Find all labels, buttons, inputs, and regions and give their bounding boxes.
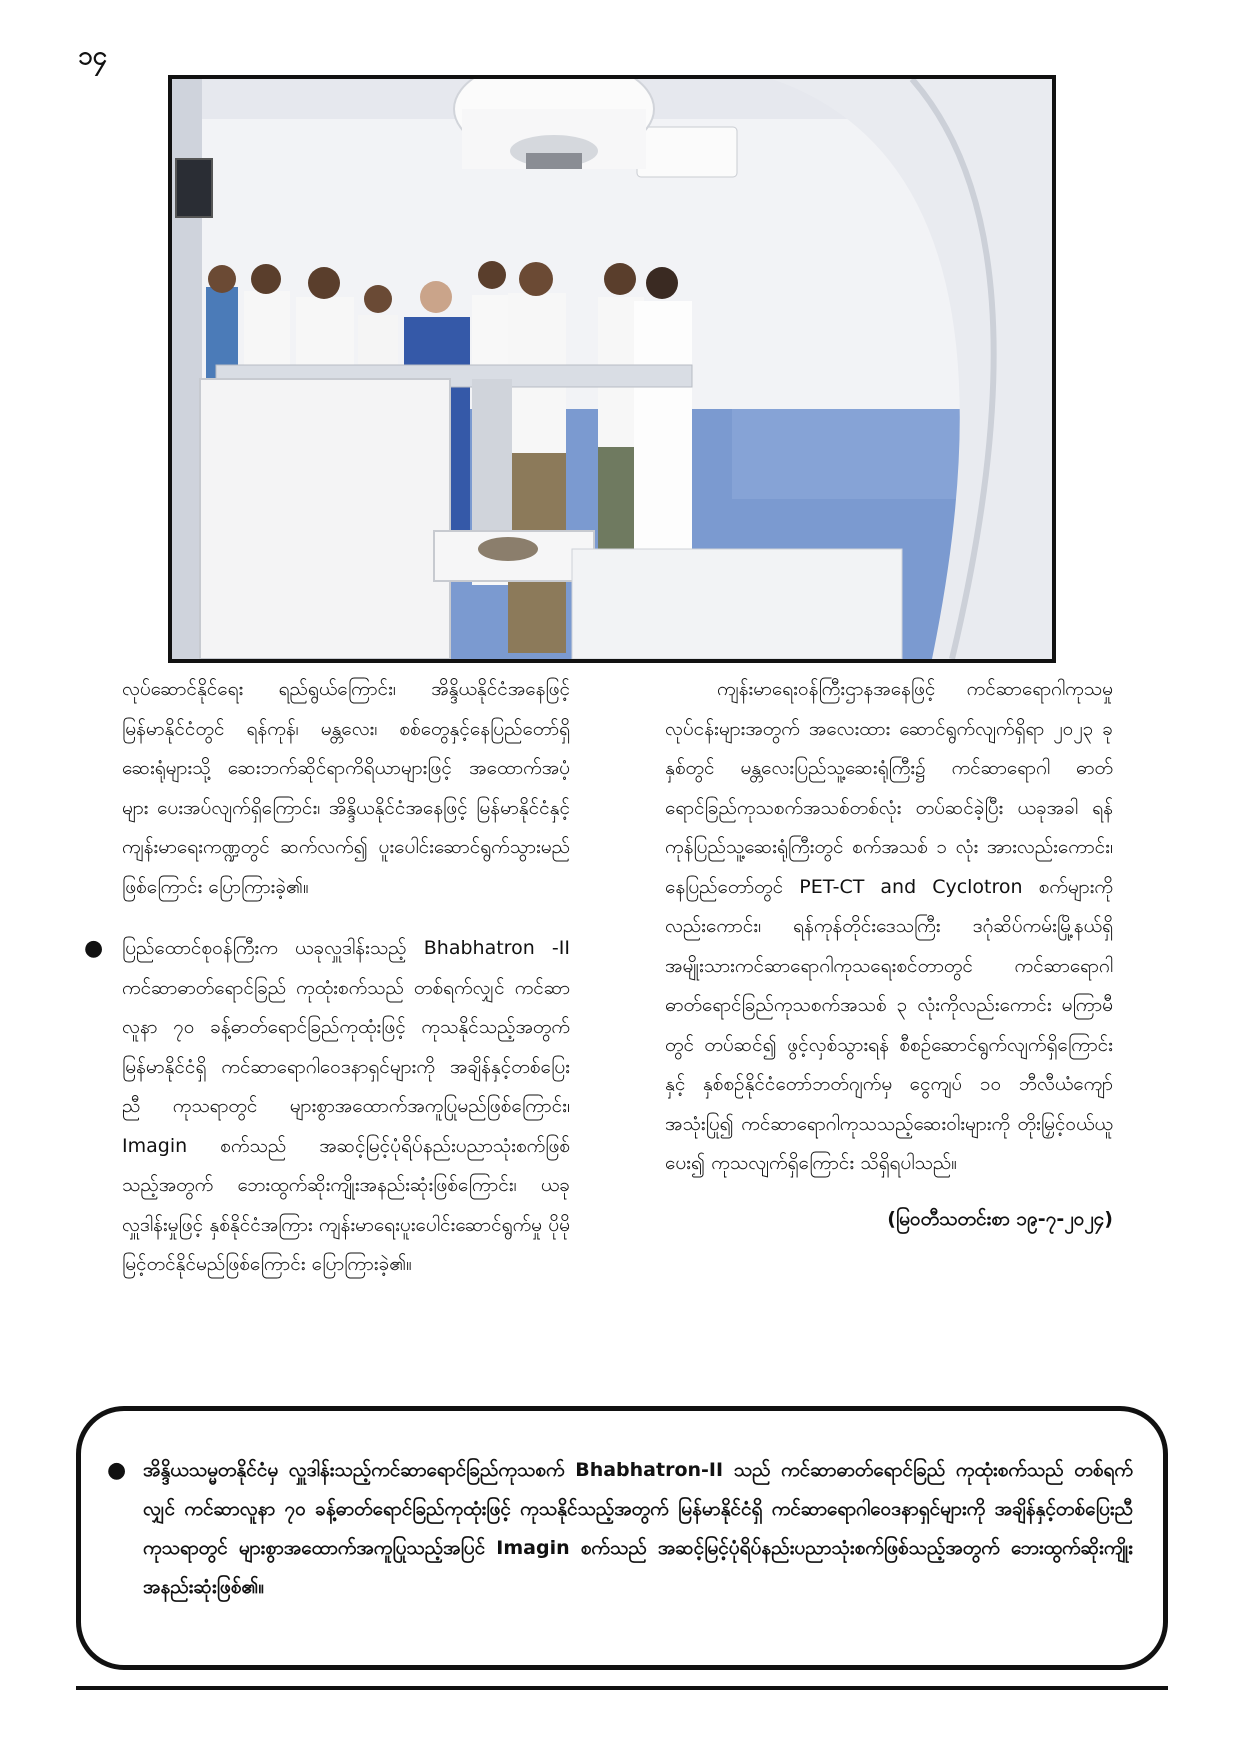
footer-rule	[76, 1686, 1168, 1690]
left-column	[84, 670, 570, 1285]
right-column	[665, 670, 1113, 1239]
summary-callout-box	[76, 1406, 1168, 1670]
bullet-icon: ●	[84, 936, 104, 961]
bullet-icon: ●	[107, 1458, 127, 1483]
left-bullet-paragraph	[84, 929, 570, 1285]
left-paragraph-1: လုပ်ဆောင်နိုင်ရေး ရည်ရွယ်ကြောင်း၊ အိန္ဒိယနိုင်ငံအနေဖြင့် မြန်မာနိုင်ငံတွင် ရန်ကုန်၊ မန္တလေး၊ စစ်တွေနှင့်နေပြည်တော်ရှိ ဆေးရုံများသို့ ဆေးဘက်ဆိုင်ရာကိရိယာများဖြင့် အထောက်အပံ့များ ပေးအပ်လျက်ရှိကြောင်း၊ အိန္ဒိယနိုင်ငံအနေဖြင့် မြန်မာနိုင်ငံနှင့် ကျန်းမာရေးကဏ္ဍတွင် ဆက်လက်၍ ပူးပေါင်းဆောင်ရွက်သွားမည်ဖြစ်ကြောင်း ပြောကြားခဲ့၏။	[122, 678, 570, 898]
callout-content	[107, 1451, 1133, 1607]
radiotherapy-room-photo	[172, 79, 1052, 659]
left-paragraph-2: ပြည်ထောင်စုဝန်ကြီးက ယခုလှူဒါန်းသည့် Bhabhatron -II ကင်ဆာဓာတ်ရောင်ခြည် ကုထုံးစက်သည် တစ်ရက်လျှင် ကင်ဆာလူနာ ၇၀ ခန့်ဓာတ်ရောင်ခြည်ကုထုံးဖြင့် ကုသနိုင်သည့်အတွက် မြန်မာနိုင်ငံရှိ ကင်ဆာရောဂါဝေဒနာရှင်များကို အချိန်နှင့်တစ်ပြေးညီ ကုသရာတွင် များစွာအထောက်အကူပြုမည်ဖြစ်ကြောင်း၊ Imagin စက်သည် အဆင့်မြင့်ပုံရိပ်နည်းပညာသုံးစက်ဖြစ်သည့်အတွက် ဘေးထွက်ဆိုးကျိုးအနည်းဆုံးဖြစ်ကြောင်း၊ ယခုလှူဒါန်းမှုဖြင့် နှစ်နိုင်ငံအကြား ကျန်းမာရေးပူးပေါင်းဆောင်ရွက်မှု ပိုမိုမြင့်တင်နိုင်မည်ဖြစ်ကြောင်း ပြောကြားခဲ့၏။	[122, 937, 570, 1275]
news-photo	[168, 75, 1056, 663]
page-number: ၁၄	[78, 41, 108, 71]
news-source: (မြဝတီသတင်းစာ ၁၉-၇-၂၀၂၄)	[887, 1207, 1113, 1230]
callout-text: အိန္ဒိယသမ္မတနိုင်ငံမှ လှူဒါန်းသည့်ကင်ဆာရောင်ခြည်ကုသစက် Bhabhatron-II သည် ကင်ဆာဓာတ်ရောင်ခြည် ကုထုံးစက်သည် တစ်ရက်လျှင် ကင်ဆာလူနာ ၇၀ ခန့်ဓာတ်ရောင်ခြည်ကုထုံးဖြင့် ကုသနိုင်သည့်အတွက် မြန်မာနိုင်ငံရှိ ကင်ဆာရောဂါဝေဒနာရှင်များကို အချိန်နှင့်တစ်ပြေးညီ ကုသရာတွင် များစွာအထောက်အကူပြုသည့်အပြင် Imagin စက်သည် အဆင့်မြင့်ပုံရိပ်နည်းပညာသုံးစက်ဖြစ်သည့်အတွက် ဘေးထွက်ဆိုးကျိုးအနည်းဆုံးဖြစ်၏။	[143, 1459, 1133, 1598]
right-paragraph-1: ကျန်းမာရေးဝန်ကြီးဌာနအနေဖြင့် ကင်ဆာရောဂါကုသမှုလုပ်ငန်းများအတွက် အလေးထား ဆောင်ရွက်လျက်ရှိရာ ၂၀၂၃ ခုနှစ်တွင် မန္တလေးပြည်သူ့ဆေးရုံကြီး၌ ကင်ဆာရောဂါ ဓာတ်ရောင်ခြည်ကုသစက်အသစ်တစ်လုံး တပ်ဆင်ခဲ့ပြီး ယခုအခါ ရန်ကုန်ပြည်သူ့ဆေးရုံကြီးတွင် စက်အသစ် ၁ လုံး အားလည်းကောင်း၊ နေပြည်တော်တွင် PET-CT and Cyclotron စက်များကိုလည်းကောင်း၊ ရန်ကုန်တိုင်းဒေသကြီး ဒဂုံဆိပ်ကမ်းမြို့နယ်ရှိ အမျိုးသားကင်ဆာရောဂါကုသရေးစင်တာတွင် ကင်ဆာရောဂါဓာတ်ရောင်ခြည်ကုသစက်အသစ် ၃ လုံးကိုလည်းကောင်း မကြာမီတွင် တပ်ဆင်၍ ဖွင့်လှစ်သွားရန် စီစဉ်ဆောင်ရွက်လျက်ရှိကြောင်းနှင့် နှစ်စဉ်နိုင်ငံတော်ဘတ်ဂျက်မှ ငွေကျပ် ၁၀ ဘီလီယံကျော် အသုံးပြု၍ ကင်ဆာရောဂါကုသသည့်ဆေးဝါးများကို တိုးမြှင့်ဝယ်ယူပေး၍ ကုသလျက်ရှိကြောင်း သိရှိရပါသည်။	[665, 678, 1113, 1174]
